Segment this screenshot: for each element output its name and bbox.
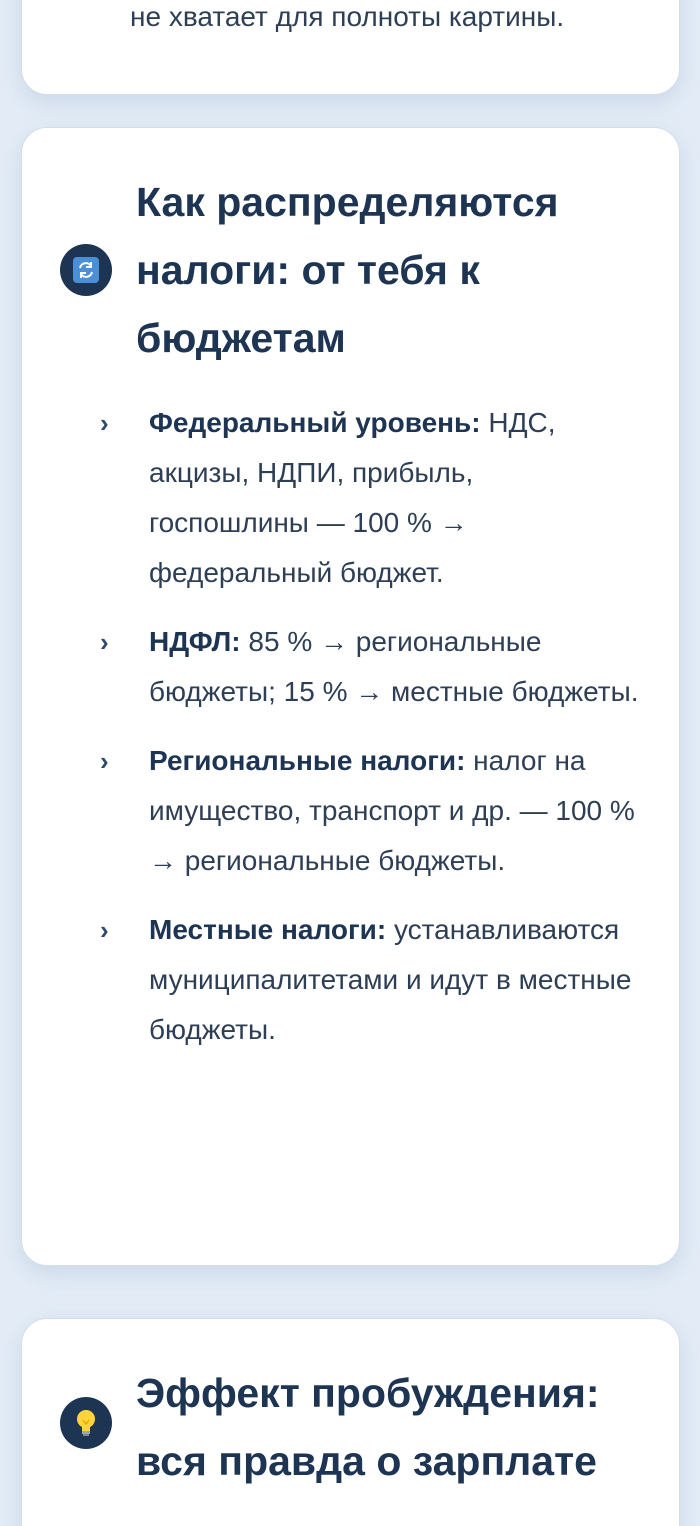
item-label: Местные налоги: (149, 914, 387, 945)
section-title-line: вся правда о зарплате (136, 1438, 597, 1484)
previous-card-text: не хватает для полноты картины. (130, 1, 565, 32)
item-text: налог на имущество, транспорт и др. — 100 % → региональные бюджеты. (149, 745, 635, 876)
list-item (22, 736, 679, 886)
previous-card (21, 0, 680, 95)
item-label: НДФЛ: (149, 626, 241, 657)
section-title-line: Эффект пробуждения: (136, 1370, 600, 1416)
item-text: 85 % → региональные бюджеты; 15 % → местные бюджеты. (149, 626, 639, 707)
chevron-right-icon: › (100, 627, 109, 657)
list-item (22, 617, 679, 717)
salary-truth-card (21, 1318, 680, 1526)
section-title (136, 168, 656, 372)
refresh-arrows-icon (60, 244, 112, 296)
chevron-right-icon: › (100, 408, 109, 438)
item-label: Региональные налоги: (149, 745, 466, 776)
item-label: Федеральный уровень: (149, 407, 481, 438)
item-text: устанавливаются муниципалитетами и идут в местные бюджеты. (149, 914, 632, 1045)
light-bulb-icon (60, 1397, 112, 1449)
chevron-right-icon: › (100, 915, 109, 945)
section-title (136, 1359, 656, 1495)
list-item (22, 398, 679, 598)
section-title-line: бюджетам (136, 315, 346, 361)
tax-distribution-card (21, 127, 680, 1266)
item-text: НДС, акцизы, НДПИ, прибыль, госпошлины — 100 % → федеральный бюджет. (149, 407, 556, 588)
section-title-line: Как распределяются (136, 179, 559, 225)
chevron-right-icon: › (100, 746, 109, 776)
list-item (22, 905, 679, 1055)
tax-levels-list (22, 398, 679, 1074)
section-title-line: налоги: от тебя к (136, 247, 480, 293)
